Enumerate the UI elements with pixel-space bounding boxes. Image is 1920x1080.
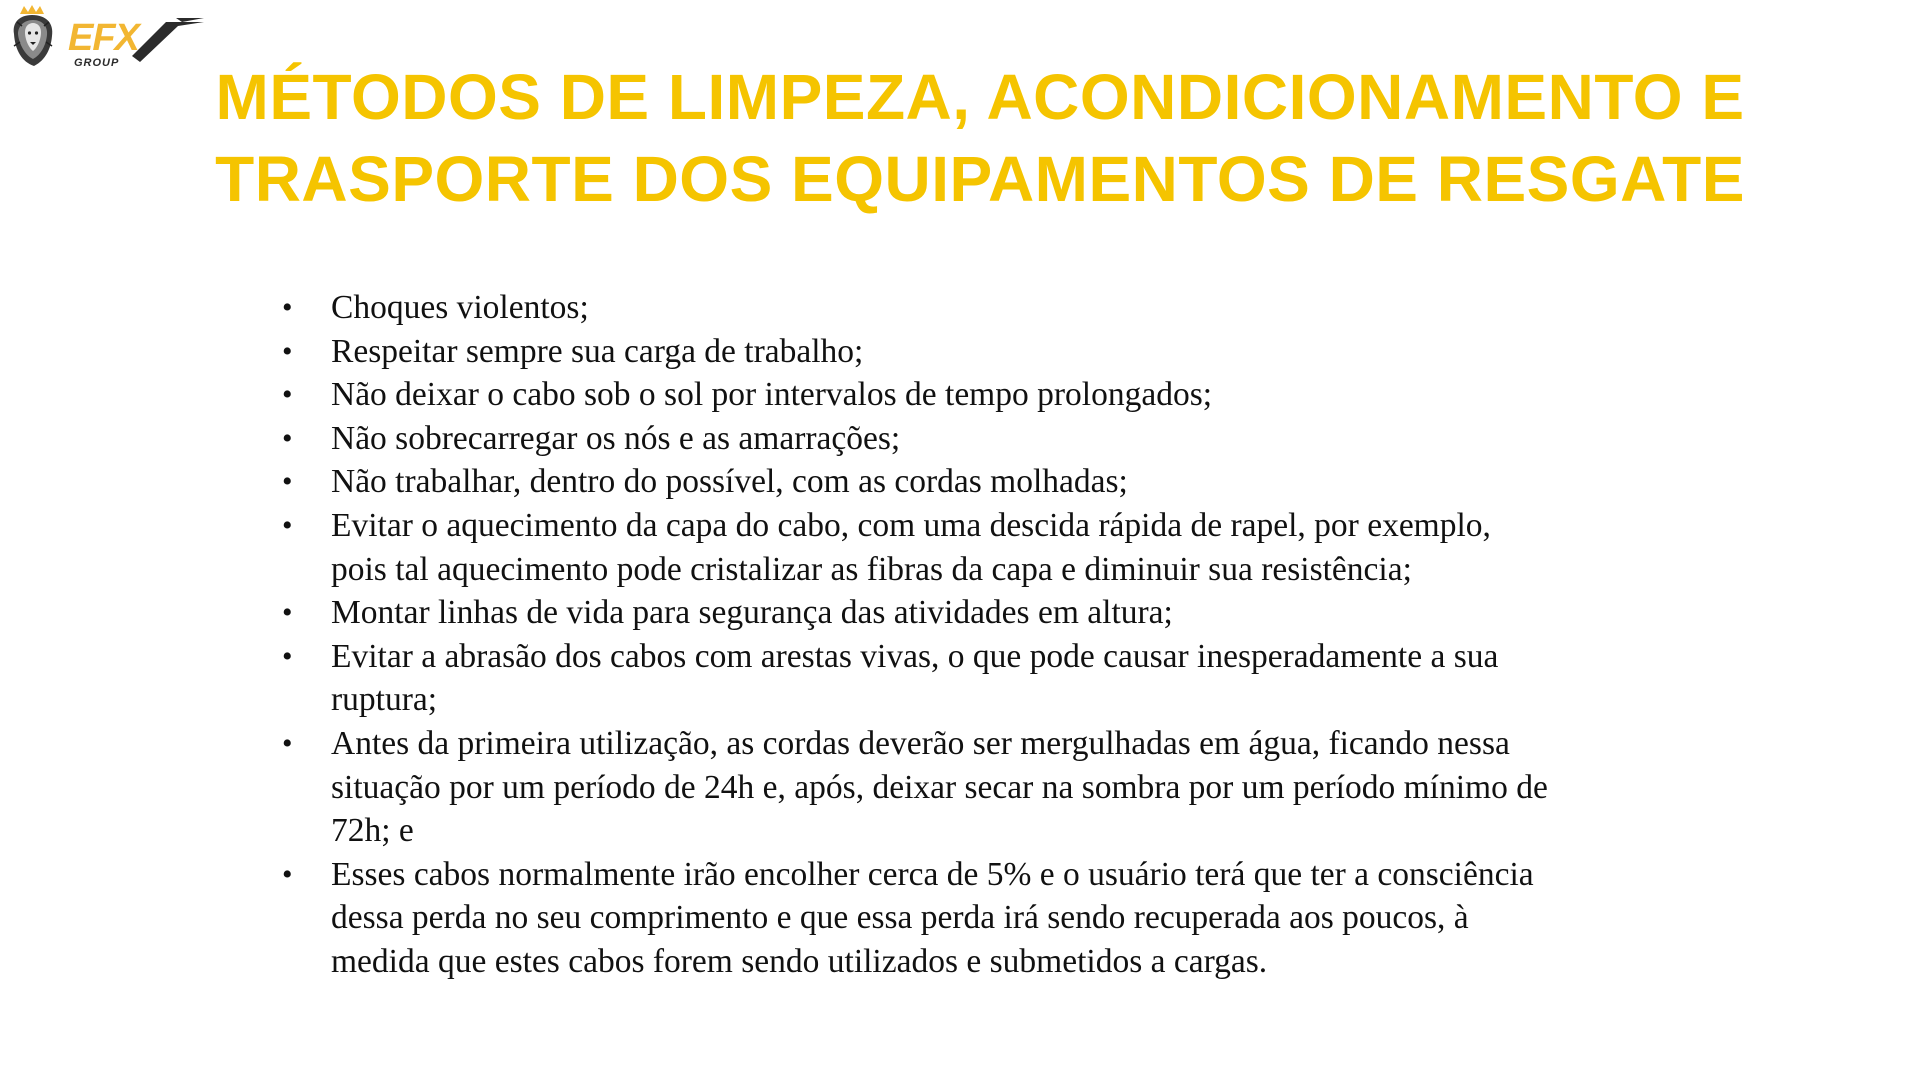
bullet-item	[282, 635, 1702, 722]
bullet-item	[282, 330, 1702, 374]
bullet-marker: •	[282, 596, 293, 630]
bullet-line: Choques violentos;	[331, 289, 589, 326]
bullet-line: Evitar o aquecimento da capa do cabo, com uma descida rápida de rapel, por exemplo,	[331, 506, 1491, 544]
logo-brand: EFX	[68, 17, 139, 59]
bullet-marker: •	[282, 726, 293, 760]
bullet-line: Montar linhas de vida para segurança das atividades em altura;	[331, 594, 1173, 632]
bullet-line: Não sobrecarregar os nós e as amarrações;	[331, 419, 901, 457]
bullet-item	[282, 417, 1702, 461]
page-title	[150, 56, 1810, 220]
bullet-list	[282, 286, 1702, 984]
title-line-1: MÉTODOS DE LIMPEZA, ACONDICIONAMENTO E	[215, 61, 1745, 133]
bullet-marker: •	[282, 334, 293, 368]
bullet-marker: •	[282, 857, 293, 891]
bullet-line: Respeitar sempre sua carga de trabalho;	[331, 332, 864, 370]
bullet-item	[282, 853, 1702, 984]
bullet-line: Esses cabos normalmente irão encolher cerca de 5% e o usuário terá que ter a consciência	[331, 855, 1534, 893]
bullet-marker: •	[282, 465, 293, 499]
bullet-marker: •	[282, 291, 293, 324]
bullet-line: Não deixar o cabo sob o sol por intervalos de tempo prolongados;	[331, 376, 1213, 414]
bullet-line: pois tal aquecimento pode cristalizar as fibras da capa e diminuir sua resistência;	[331, 550, 1412, 588]
bullet-line: Evitar a abrasão dos cabos com arestas vivas, o que pode causar inesperadamente a sua	[331, 637, 1499, 675]
logo-sub: GROUP	[74, 57, 120, 69]
bullet-marker: •	[282, 508, 293, 542]
bullet-line: ruptura;	[331, 681, 438, 719]
bullet-line: Antes da primeira utilização, as cordas deverão ser mergulhadas em água, ficando nessa	[331, 724, 1510, 762]
title-line-2: TRASPORTE DOS EQUIPAMENTOS DE RESGATE	[215, 143, 1745, 215]
bullet-line: situação por um período de 24h e, após, deixar secar na sombra por um período mínimo de	[331, 768, 1548, 806]
bullet-line: Não trabalhar, dentro do possível, com as cordas molhadas;	[331, 463, 1128, 501]
bullet-item	[282, 722, 1702, 853]
bullet-marker: •	[282, 378, 293, 412]
bullet-item	[282, 591, 1702, 635]
bullet-line: 72h; e	[331, 812, 414, 850]
bullet-item	[282, 460, 1702, 504]
bullet-item	[282, 504, 1702, 591]
bullet-line: medida que estes cabos forem sendo utilizados e submetidos a cargas.	[331, 942, 1268, 980]
bullet-line: dessa perda no seu comprimento e que essa perda irá sendo recuperada aos poucos, à	[331, 899, 1469, 937]
lion-head-icon	[14, 5, 53, 66]
bullet-item	[282, 286, 1702, 330]
bullet-marker: •	[282, 421, 293, 455]
bullet-item	[282, 373, 1702, 417]
bullet-marker: •	[282, 639, 293, 673]
